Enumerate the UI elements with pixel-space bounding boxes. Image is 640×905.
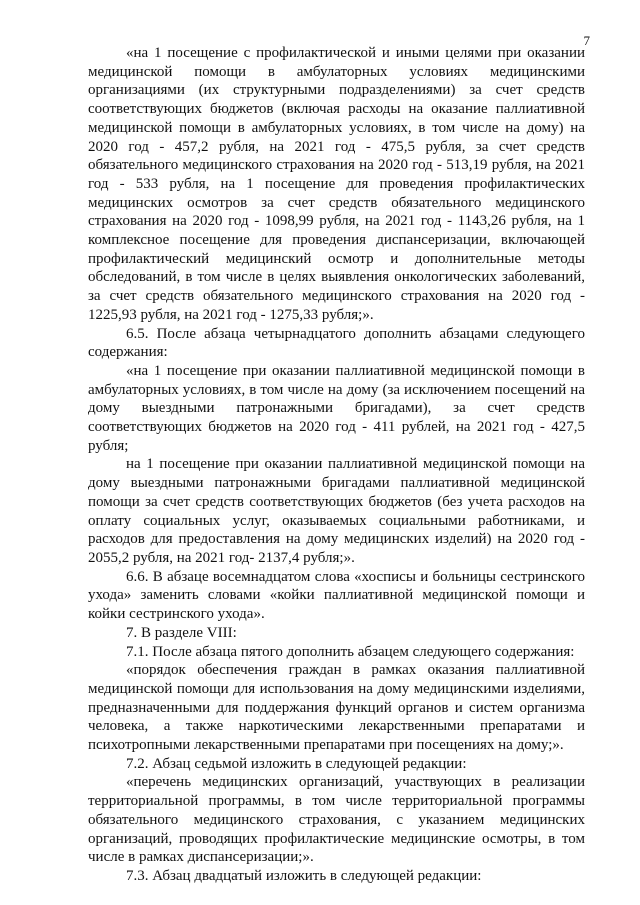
paragraph-7-3: 7.3. Абзац двадцатый изложить в следующей редакции: [126,867,482,884]
paragraph-7-1: 7.1. После абзаца пятого дополнить абзацем следующего содержания: [126,643,575,660]
page-number: 7 [583,33,590,48]
paragraph-medical-organizations-quote: «перечень медицинских организаций, участвующих в реализации территориальной программы, в том числе территориальной программы обязательного медицинского страхования, с указанием медицинских организаций, проводящих профилактические медицинские осмотры, в том числе в рамках диспансеризации;». [88,774,585,866]
paragraph-palliative-home-visits: на 1 посещение при оказании паллиативной медицинской помощи на дому выездными патронажными бригадами паллиативной медицинской помощи за счет средств соответствующих бюджетов (без учета расходов на оплату социальных услуг, оказываемых социальными работниками, и расходов для предоставления на дому медицинских изделий) на 2020 год - 2055,2 рубля, на 2021 год- 2137,4 рубля;». [88,456,585,566]
paragraph-7-section-viii: 7. В разделе VIII: [126,624,237,641]
paragraph-per-capita-norms-quote: «на 1 посещение с профилактической и иными целями при оказании медицинской помощи в амбулаторных условиях медицинскими организациями (их структурными подразделениями) за счет средств соответствующих бюджетов (включая расходы на оказание паллиативной медицинской помощи в амбулаторных условиях, в том числе на дому) на 2020 год - 457,2 рубля, на 2021 год - 475,5 рубля, за счет средств обязательного медицинского страхования на 2020 год - 513,19 рубля, на 2021 год - 533 рубля, на 1 посещение для проведения профилактических медицинских осмотров за счет средств обязательного медицинского страхования на 2020 год - 1098,99 рубля, на 2021 год - 1143,26 рубля, на 1 комплексное посещение для проведения диспансеризации, включающей профилактический медицинский осмотр и дополнительные методы обследований, в том числе в целях выявления онкологических заболеваний, за счет средств обязательного медицинского страхования на 2020 год - 1225,93 рубля, на 2021 год - 1275,33 рубля;». [88,45,585,323]
paragraph-7-2: 7.2. Абзац седьмой изложить в следующей редакции: [126,755,467,772]
paragraph-palliative-outpatient-quote: «на 1 посещение при оказании паллиативной медицинской помощи в амбулаторных условиях, в том числе на дому (за исключением посещений на дому выездными патронажными бригадами), за счет средств соответствующих бюджетов на 2020 год - 411 рублей, на 2021 год - 427,5 рубля; [88,362,585,454]
paragraph-medical-devices-quote: «порядок обеспечения граждан в рамках оказания паллиативной медицинской помощи для использования на дому медицинскими изделиями, предназначенными для поддержания функций органов и систем организма человека, а также наркотическими лекарственными препаратами и психотропными лекарственными препаратами при посещениях на дому;». [88,662,585,754]
paragraph-6-6: 6.6. В абзаце восемнадцатом слова «хосписы и больницы сестринского ухода» заменить словами «койки паллиативной медицинской помощи и койки сестринского ухода». [88,568,585,623]
paragraph-6-5: 6.5. После абзаца четырнадцатого дополнить абзацами следующего содержания: [88,325,585,361]
document-body [88,44,585,886]
